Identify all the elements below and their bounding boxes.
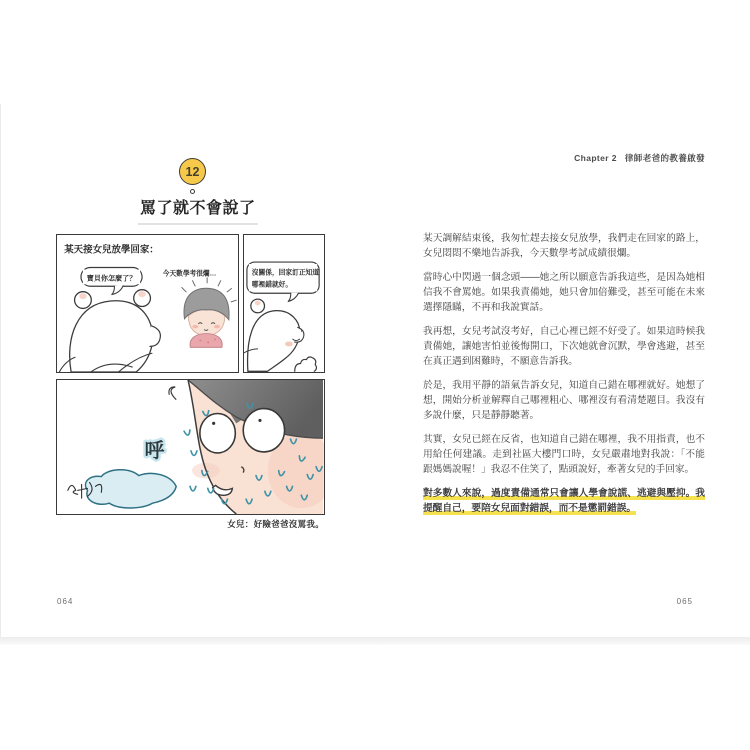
page-number-left: 064	[57, 597, 74, 606]
dad-bear	[59, 290, 160, 372]
highlight-paragraph	[423, 486, 705, 516]
breath-sfx: 呼	[144, 439, 165, 462]
comic-panel-2	[243, 234, 325, 373]
dad-paw	[295, 357, 317, 371]
blush	[214, 325, 220, 329]
comic-caption: 女兒：好險爸爸沒罵我。	[227, 519, 324, 529]
dad-bear	[244, 299, 316, 371]
blush	[192, 325, 198, 329]
page-number-right: 065	[676, 597, 693, 606]
paragraph: 當時心中閃過一個念頭——她之所以願意告訴我這些，是因為她相信我不會罵她。如果我責備她，她只會加倍難受，甚至可能在未來選擇隱瞞，不再和我說實話。	[423, 272, 705, 313]
daughter-face-closeup	[68, 380, 324, 514]
comic-panel-3-art	[57, 380, 324, 514]
page-left-edge	[0, 104, 1, 637]
daughter	[162, 268, 237, 347]
daughter-shirt	[190, 334, 222, 348]
badge-dot	[190, 189, 195, 194]
chapter-title: 律師老爸的教養啟發	[624, 153, 705, 163]
panel1-dad-speech: 寶貝你怎麼了？	[86, 274, 137, 283]
breath-cloud	[86, 470, 177, 508]
panel2-speech-line1: 沒關係，回家訂正知道	[251, 269, 319, 277]
highlighted-text: 對多數人來說，過度責備通常只會讓人學會說謊、逃避與壓抑。我提醒自己，要陪女兒面對錯誤，而不是懲罰錯誤。	[423, 488, 705, 514]
paragraph: 我再想，女兒考試沒考好，自己心裡已經不好受了。如果這時候我責備她，讓她害怕並後悔開口，下次她就會沉默，學會逃避，甚至在真正遇到困難時，不願意告訴我。	[423, 326, 705, 367]
paragraph: 其實，女兒已經在反省，也知道自己錯在哪裡，我不用指責，也不用給任何建議。走到社區大樓門口時，女兒嚴肅地對我說：「不能跟媽媽說喔！」我忍不住笑了，點頭說好，牽著女兒的手回家。	[423, 434, 705, 475]
section-number-badge: 12	[179, 158, 206, 185]
paragraph: 某天調解結束後，我匆忙趕去接女兒放學，我們走在回家的路上，女兒悶悶不樂地告訴我，今天數學考試成績很爛。	[423, 233, 705, 259]
daughter-face	[188, 310, 224, 336]
panel2-speech-line2: 哪裡錯就好。	[251, 281, 293, 289]
right-eye	[243, 409, 284, 452]
section-title: 罵了就不會說了	[138, 195, 258, 225]
panel1-daughter-speech: 今天數學考很爛…	[162, 270, 217, 278]
body-text-column	[423, 231, 705, 525]
dad-speech-bubble	[81, 268, 142, 295]
paragraph: 於是，我用平靜的語氣告訴女兒，知道自己錯在哪裡就好。她想了想，開始分析並解釋自己哪裡粗心、哪裡沒有看清楚題目。我沒有多說什麼，只是靜靜聽著。	[423, 380, 705, 421]
chapter-label: Chapter 2	[574, 153, 617, 163]
comic-panel-1	[56, 234, 239, 373]
comic-panel-3	[56, 379, 325, 515]
hair-curl	[169, 387, 176, 400]
page-bottom-edge	[0, 637, 750, 645]
panel1-caption: 某天接女兒放學回家：	[64, 244, 159, 256]
dad-speech-bubble	[247, 262, 319, 302]
comic-panel-2-art	[244, 235, 324, 372]
chapter-header	[423, 152, 705, 164]
left-eye	[200, 414, 235, 453]
comic-panel-1-art	[57, 235, 238, 372]
